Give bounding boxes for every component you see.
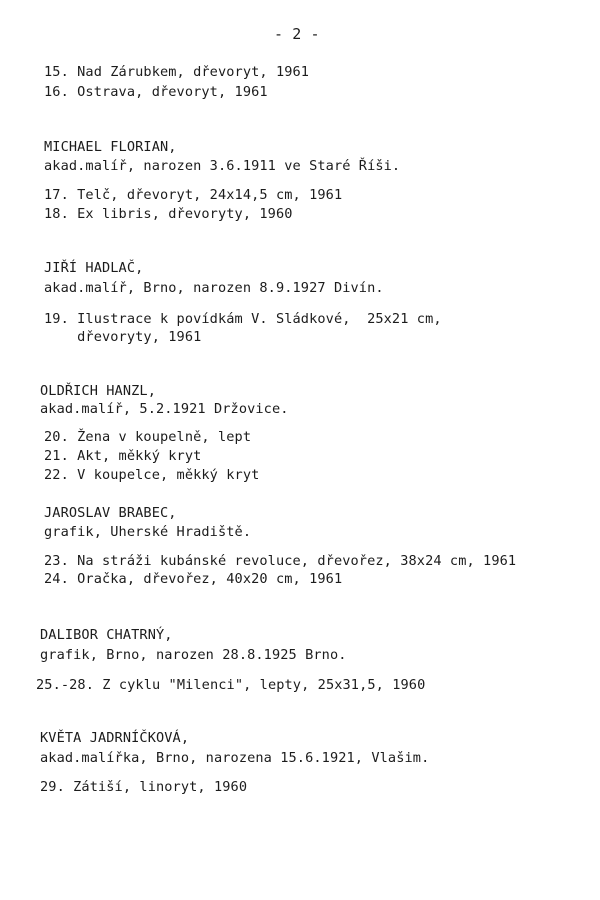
artist-name: JIŘÍ HADLAČ,	[44, 260, 144, 276]
artwork-entry: 18. Ex libris, dřevoryty, 1960	[44, 206, 293, 222]
page-number: - 2 -	[274, 25, 320, 43]
artwork-entry: 22. V koupelce, měkký kryt	[44, 467, 260, 483]
artwork-entry-continuation: dřevoryty, 1961	[44, 329, 202, 345]
artist-details: akad.malíř, Brno, narozen 8.9.1927 Divín.	[44, 280, 384, 296]
artist-details: grafik, Brno, narozen 28.8.1925 Brno.	[40, 647, 347, 663]
artwork-entry: 16. Ostrava, dřevoryt, 1961	[44, 84, 268, 100]
artist-name: OLDŘICH HANZL,	[40, 383, 156, 399]
artwork-entry: 15. Nad Zárubkem, dřevoryt, 1961	[44, 64, 310, 80]
artist-name: DALIBOR CHATRNÝ,	[40, 627, 173, 643]
artwork-entry: 24. Oračka, dřevořez, 40x20 cm, 1961	[44, 571, 343, 587]
artist-details: akad.malíř, narozen 3.6.1911 ve Staré Říši.	[44, 158, 401, 174]
artwork-entry: 25.-28. Z cyklu "Milenci", lepty, 25x31,5, 1960	[36, 677, 426, 693]
artwork-entry: 20. Žena v koupelně, lept	[44, 429, 252, 445]
artist-details: grafik, Uherské Hradiště.	[44, 524, 252, 540]
artist-details: akad.malíř, 5.2.1921 Držovice.	[40, 401, 289, 417]
artist-name: KVĚTA JADRNÍČKOVÁ,	[40, 730, 190, 746]
artwork-entry: 23. Na stráži kubánské revoluce, dřevořez, 38x24 cm, 1961	[44, 553, 517, 569]
artist-name: MICHAEL FLORIAN,	[44, 139, 177, 155]
artist-name: JAROSLAV BRABEC,	[44, 505, 177, 521]
artwork-entry: 21. Akt, měkký kryt	[44, 448, 202, 464]
artwork-entry: 17. Telč, dřevoryt, 24x14,5 cm, 1961	[44, 187, 343, 203]
artwork-entry: 19. Ilustrace k povídkám V. Sládkové, 25x21 cm,	[44, 311, 442, 327]
artist-details: akad.malířka, Brno, narozena 15.6.1921, Vlašim.	[40, 750, 430, 766]
artwork-entry: 29. Zátiší, linoryt, 1960	[40, 779, 248, 795]
